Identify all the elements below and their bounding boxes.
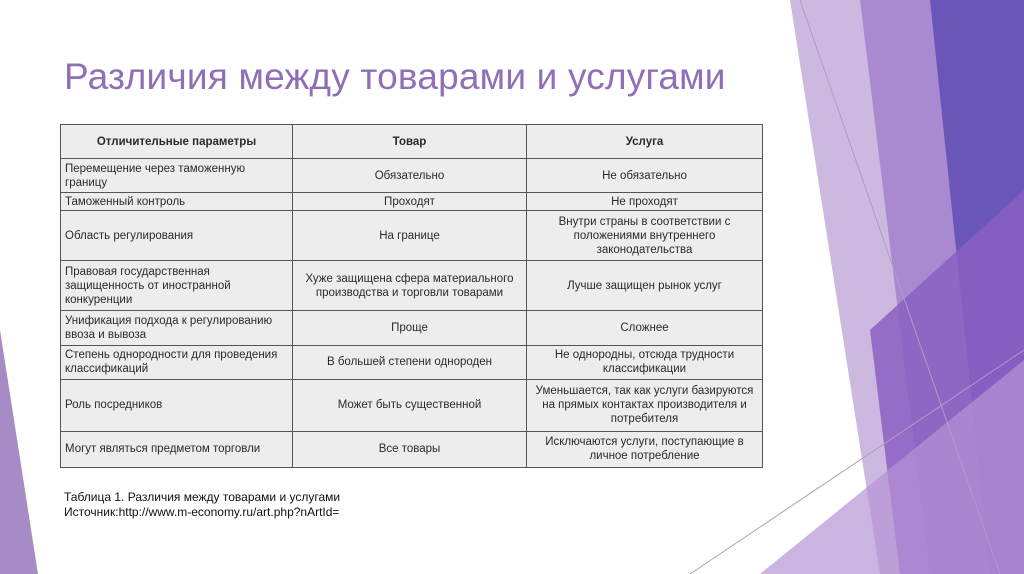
header-parameters: Отличительные параметры	[61, 125, 293, 159]
comparison-table	[60, 124, 763, 468]
cell-parameter: Таможенный контроль	[61, 193, 293, 211]
caption-title: Таблица 1. Различия между товарами и услугами	[64, 490, 341, 504]
table-row	[61, 193, 763, 211]
cell-goods: Может быть существенной	[293, 379, 527, 431]
cell-goods: В большей степени однороден	[293, 345, 527, 379]
table-row	[61, 379, 763, 431]
cell-parameter: Степень однородности для проведения классификаций	[61, 345, 293, 379]
cell-parameter: Область регулирования	[61, 211, 293, 261]
cell-services: Внутри страны в соответствии с положениями внутреннего законодательства	[527, 211, 763, 261]
cell-services: Не проходят	[527, 193, 763, 211]
cell-goods: Обязательно	[293, 159, 527, 193]
cell-services: Лучше защищен рынок услуг	[527, 261, 763, 311]
header-services: Услуга	[527, 125, 763, 159]
left-purple-band	[0, 330, 38, 574]
cell-parameter: Роль посредников	[61, 379, 293, 431]
caption-source[interactable]: Источник:http://www.m-economy.ru/art.php?nArtId=	[64, 505, 340, 519]
table-caption	[64, 490, 340, 520]
slide-title: Различия между товарами и услугами	[64, 56, 726, 97]
cell-parameter: Могут являться предметом торговли	[61, 431, 293, 467]
comparison-table-image	[60, 124, 762, 468]
table-row	[61, 261, 763, 311]
cell-services: Уменьшается, так как услуги базируются на прямых контактах производителя и потребителя	[527, 379, 763, 431]
table-row	[61, 311, 763, 345]
cell-services: Не однородны, отсюда трудности классификации	[527, 345, 763, 379]
cell-parameter: Правовая государственная защищенность от иностранной конкуренции	[61, 261, 293, 311]
table-row	[61, 345, 763, 379]
cell-parameter: Перемещение через таможенную границу	[61, 159, 293, 193]
cell-goods: Хуже защищена сфера материального производства и торговли товарами	[293, 261, 527, 311]
header-goods: Товар	[293, 125, 527, 159]
table-header-row	[61, 125, 763, 159]
cell-services: Сложнее	[527, 311, 763, 345]
cell-services: Не обязательно	[527, 159, 763, 193]
table-row	[61, 159, 763, 193]
table-row	[61, 431, 763, 467]
cell-goods: Проходят	[293, 193, 527, 211]
cell-parameter: Унификация подхода к регулированию ввоза и вывоза	[61, 311, 293, 345]
cell-goods: Все товары	[293, 431, 527, 467]
table-row	[61, 211, 763, 261]
cell-services: Исключаются услуги, поступающие в личное потребление	[527, 431, 763, 467]
cell-goods: Проще	[293, 311, 527, 345]
cell-goods: На границе	[293, 211, 527, 261]
